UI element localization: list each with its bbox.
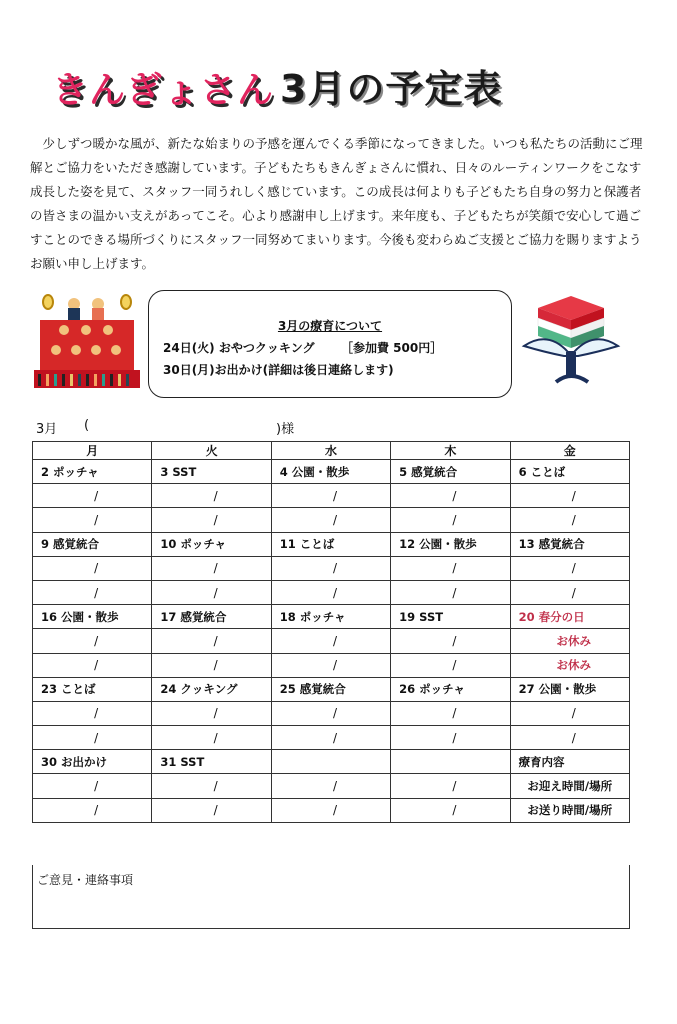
intro-message [30, 132, 648, 276]
day-cell-empty [391, 750, 510, 774]
week-3-dropoff-row [33, 653, 630, 677]
time-slot: / [510, 484, 629, 508]
notice-outing-line: 30日(月)お出かけ(詳細は後日連絡します) [163, 363, 394, 377]
legend-pickup: お迎え時間/場所 [510, 774, 629, 798]
week-1-dropoff-row [33, 508, 630, 532]
week-3-day-row [33, 605, 630, 629]
week-2-dropoff-row [33, 580, 630, 604]
day-cell: 31 SST [152, 750, 271, 774]
time-slot: / [152, 798, 271, 822]
day-cell: 6 ことば [510, 460, 629, 484]
day-cell: 18 ポッチャ [271, 605, 390, 629]
time-slot: / [271, 726, 390, 750]
time-slot: / [271, 798, 390, 822]
day-cell: 10 ポッチャ [152, 532, 271, 556]
time-slot: / [391, 484, 510, 508]
week-3-pickup-row [33, 629, 630, 653]
legend-dropoff: お送り時間/場所 [510, 798, 629, 822]
time-slot: / [271, 484, 390, 508]
day-cell: 11 ことば [271, 532, 390, 556]
day-cell: 12 公園・散歩 [391, 532, 510, 556]
time-slot: / [33, 726, 152, 750]
week-4-day-row [33, 677, 630, 701]
week-1-day-row [33, 460, 630, 484]
day-cell: 25 感覚統合 [271, 677, 390, 701]
notice-cooking-line: 24日(火) おやつクッキング [163, 341, 315, 355]
time-slot: / [33, 629, 152, 653]
time-slot: / [33, 701, 152, 725]
title-schedule: 3月の予定表 [280, 67, 503, 111]
day-cell: 17 感覚統合 [152, 605, 271, 629]
time-slot: / [152, 484, 271, 508]
notice-cooking-fee: ［参加費 500円］ [341, 341, 443, 355]
schedule-calendar [32, 441, 630, 823]
week-2-day-row [33, 532, 630, 556]
time-slot: / [391, 556, 510, 580]
day-cell: 16 公園・散歩 [33, 605, 152, 629]
time-slot: / [510, 701, 629, 725]
time-slot: / [391, 726, 510, 750]
time-slot: / [152, 629, 271, 653]
time-slot: / [510, 726, 629, 750]
comment-label: ご意見・連絡事項 [37, 873, 134, 887]
time-slot: / [271, 580, 390, 604]
time-slot: / [33, 580, 152, 604]
weekday-thu: 木 [391, 442, 510, 460]
day-cell: 27 公園・散歩 [510, 677, 629, 701]
day-cell: 26 ポッチャ [391, 677, 510, 701]
name-paren-close: )様 [276, 422, 295, 437]
time-slot: / [33, 484, 152, 508]
day-cell: 2 ポッチャ [33, 460, 152, 484]
time-slot: / [152, 701, 271, 725]
weekday-mon: 月 [33, 442, 152, 460]
week-5-pickup-row [33, 774, 630, 798]
page-title [52, 58, 503, 111]
hishi-mochi-illustration [518, 290, 624, 390]
time-slot: / [152, 774, 271, 798]
time-slot: / [391, 580, 510, 604]
weekday-wed: 水 [271, 442, 390, 460]
intro-text: 少しずつ暖かな風が、新たな始まりの予感を運んでくる季節になってきました。いつも私たちの活動にご理解とご協力をいただき感謝しています。子どもたちもきんぎょさんに慣れ、日々のルーティンワークをこなす成長した姿を見て、スタッフ一同うれしく感じています。この成長は何よりも子どもたち自身の努力と保護者の皆さまの温かい支えがあってこそ。心より感謝申し上げます。来年度も、子どもたちが笑顔で安心して過ごすことのできる場所づくりにスタッフ一同努めてまいります。今後も変わらぬご支援とご協力を賜りますようお願い申し上げます。 [30, 136, 643, 271]
time-slot: / [152, 726, 271, 750]
day-cell: 5 感覚統合 [391, 460, 510, 484]
time-slot: / [391, 629, 510, 653]
time-slot: / [152, 653, 271, 677]
day-cell: 4 公園・散歩 [271, 460, 390, 484]
time-slot: / [33, 774, 152, 798]
time-slot: / [391, 508, 510, 532]
time-slot: / [152, 508, 271, 532]
time-slot: / [510, 508, 629, 532]
time-slot: / [271, 701, 390, 725]
time-slot: / [510, 580, 629, 604]
closed-label: お休み [510, 629, 629, 653]
time-slot: / [391, 701, 510, 725]
day-cell: 23 ことば [33, 677, 152, 701]
title-class-name: きんぎょさん [52, 70, 275, 111]
name-paren-open: ( [84, 418, 90, 433]
weekday-tue: 火 [152, 442, 271, 460]
time-slot: / [152, 580, 271, 604]
time-slot: / [391, 774, 510, 798]
time-slot: / [33, 508, 152, 532]
time-slot: / [271, 653, 390, 677]
day-cell: 19 SST [391, 605, 510, 629]
time-slot: / [510, 556, 629, 580]
therapy-notice-box [148, 290, 512, 398]
notice-title: 3月の療育について [277, 319, 383, 333]
holiday-day-cell: 20 春分の日 [510, 605, 629, 629]
week-2-pickup-row [33, 556, 630, 580]
week-4-dropoff-row [33, 726, 630, 750]
day-cell: 24 クッキング [152, 677, 271, 701]
time-slot: / [271, 556, 390, 580]
day-cell: 13 感覚統合 [510, 532, 629, 556]
weekday-fri: 金 [510, 442, 629, 460]
time-slot: / [271, 629, 390, 653]
weekday-header-row [33, 442, 630, 460]
day-cell: 30 お出かけ [33, 750, 152, 774]
month-label: 3月 [36, 422, 58, 437]
time-slot: / [271, 774, 390, 798]
day-cell-empty [271, 750, 390, 774]
time-slot: / [33, 653, 152, 677]
time-slot: / [271, 508, 390, 532]
day-cell: 9 感覚統合 [33, 532, 152, 556]
time-slot: / [391, 798, 510, 822]
time-slot: / [33, 556, 152, 580]
legend-therapy-content: 療育内容 [510, 750, 629, 774]
week-5-day-row [33, 750, 630, 774]
hina-dolls-illustration [34, 290, 140, 392]
day-cell: 3 SST [152, 460, 271, 484]
week-4-pickup-row [33, 701, 630, 725]
week-5-dropoff-row [33, 798, 630, 822]
time-slot: / [391, 653, 510, 677]
closed-label: お休み [510, 653, 629, 677]
time-slot: / [152, 556, 271, 580]
time-slot: / [33, 798, 152, 822]
week-1-pickup-row [33, 484, 630, 508]
comment-box[interactable] [32, 865, 630, 929]
name-line [30, 418, 630, 436]
